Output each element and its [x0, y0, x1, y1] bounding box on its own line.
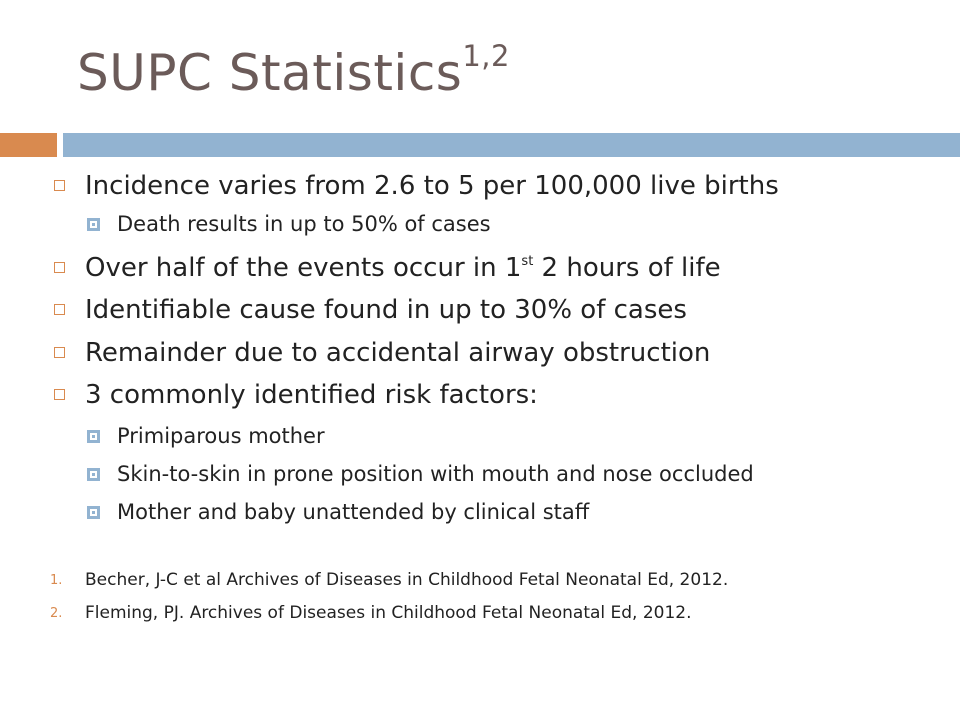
slide-title-text: SUPC Statistics	[77, 44, 463, 102]
list-item	[85, 253, 721, 283]
reference-text: Fleming, PJ. Archives of Diseases in Childhood Fetal Neonatal Ed, 2012.	[85, 603, 692, 623]
list-item-text: Identifiable cause found in up to 30% of cases	[85, 295, 687, 325]
list-item	[117, 462, 754, 486]
list-item-text: Mother and baby unattended by clinical staff	[117, 500, 590, 524]
hollow-square-bullet-icon	[54, 262, 65, 273]
reference-text: Becher, J-C et al Archives of Diseases in Childhood Fetal Neonatal Ed, 2012.	[85, 570, 729, 590]
reference-number: 2.	[50, 606, 63, 621]
square-bullet-icon	[87, 430, 100, 443]
list-item-text: Incidence varies from 2.6 to 5 per 100,000 live births	[85, 171, 779, 201]
square-bullet-icon	[87, 218, 100, 231]
list-item	[85, 380, 538, 410]
reference-item	[50, 570, 729, 590]
list-item-text-end: 2 hours of life	[533, 253, 721, 283]
list-item-text-start: Over half of the events occur in 1	[85, 253, 522, 283]
square-bullet-icon	[87, 506, 100, 519]
reference-number: 1.	[50, 573, 63, 588]
reference-item	[50, 603, 692, 623]
hollow-square-bullet-icon	[54, 389, 65, 400]
list-item	[85, 295, 687, 325]
hollow-square-bullet-icon	[54, 347, 65, 358]
list-item-text: Primiparous mother	[117, 424, 325, 448]
square-bullet-icon	[87, 468, 100, 481]
list-item	[85, 338, 710, 368]
list-item-text: Skin-to-skin in prone position with mouth and nose occluded	[117, 462, 754, 486]
list-item	[117, 424, 325, 448]
list-item-text: Remainder due to accidental airway obstruction	[85, 338, 711, 368]
list-item	[117, 500, 589, 524]
list-item-superscript: st	[521, 254, 534, 269]
list-item-text: Death results in up to 50% of cases	[117, 212, 491, 236]
list-item	[85, 171, 779, 201]
list-item	[117, 212, 491, 236]
list-item-text: 3 commonly identified risk factors:	[85, 380, 538, 410]
hollow-square-bullet-icon	[54, 180, 65, 191]
hollow-square-bullet-icon	[54, 304, 65, 315]
slide-title-superscript: 1,2	[462, 39, 510, 74]
